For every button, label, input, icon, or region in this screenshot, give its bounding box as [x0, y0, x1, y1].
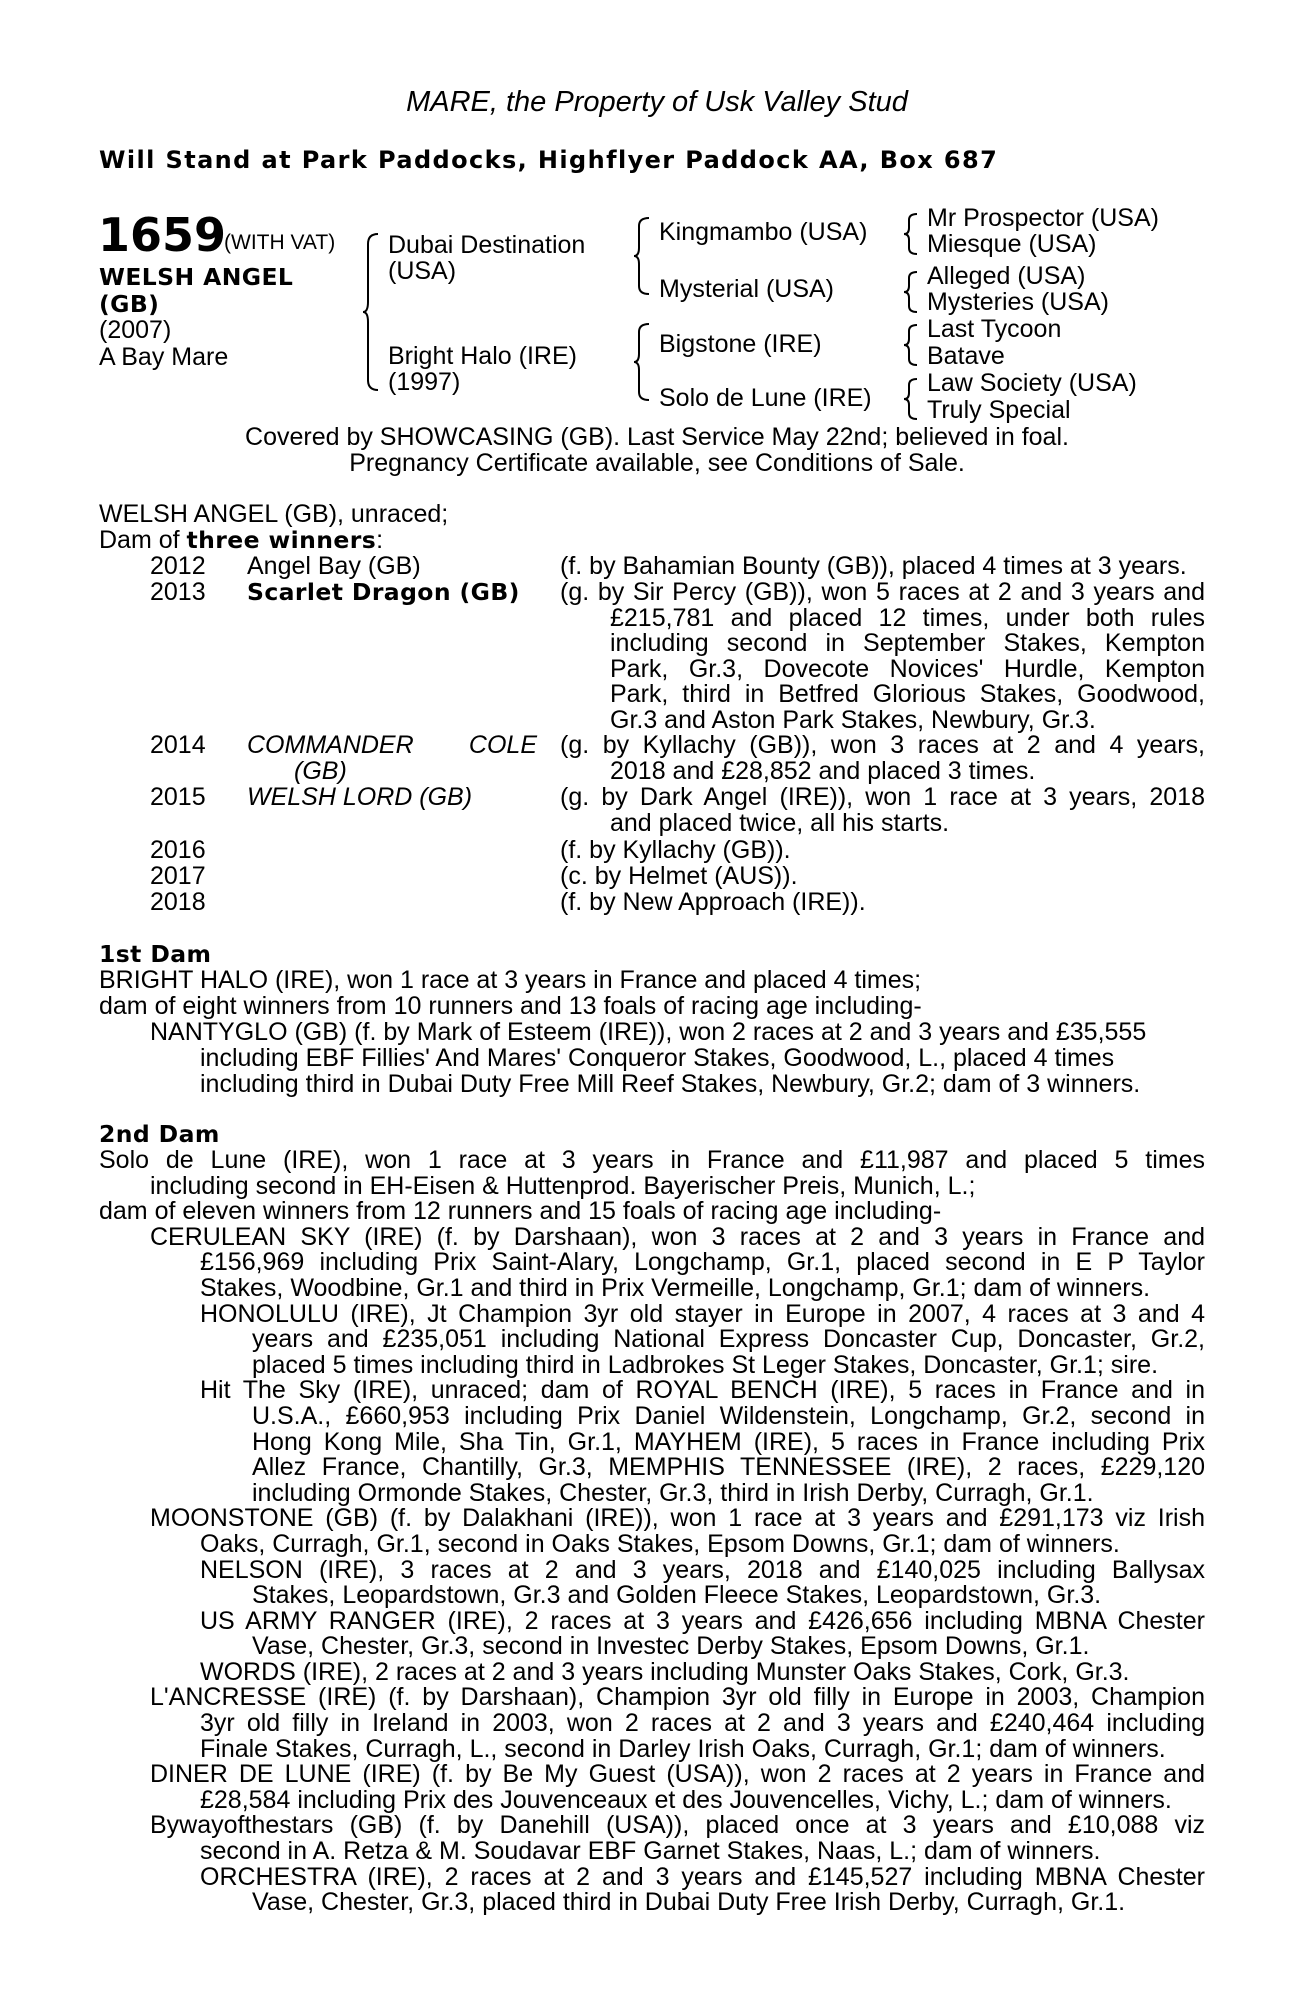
produce-name: Angel Bay (GB) — [247, 552, 421, 580]
second-dam-line: CERULEAN SKY (IRE) (f. by Darshaan), won 3 races at 2 and 3 years in France and — [150, 1222, 1205, 1251]
pedigree-dam-dam: Solo de Lune (IRE) — [659, 384, 872, 412]
stand-location: Will Stand at Park Paddocks, Highflyer Paddock AA, Box 687 — [99, 146, 999, 174]
dam-of-suffix: : — [376, 526, 384, 554]
produce-year: 2012 — [150, 552, 206, 580]
second-dam-line: Solo de Lune (IRE), won 1 race at 3 years in France and £11,987 and placed 5 times — [99, 1146, 1205, 1174]
produce-year: 2017 — [150, 862, 206, 890]
pregnancy-note: Pregnancy Certificate available, see Conditions of Sale. — [349, 449, 965, 477]
vat-note: (WITH VAT) — [224, 231, 336, 254]
produce-detail: (f. by Kyllachy (GB)). — [560, 836, 791, 864]
pedigree-g3-2: Miesque (USA) — [927, 230, 1097, 258]
second-dam-line: WORDS (IRE), 2 races at 2 and 3 years including Munster Oaks Stakes, Cork, Gr.3. — [200, 1657, 1130, 1686]
produce-year: 2015 — [150, 783, 206, 811]
pedigree-brace-3d — [903, 377, 921, 421]
horse-name-country: (GB) — [99, 290, 160, 318]
second-dam-line: Vase, Chester, Gr.3, second in Investec Derby Stakes, Epsom Downs, Gr.1. — [252, 1632, 1090, 1661]
second-dam-line: Vase, Chester, Gr.3, placed third in Dubai Duty Free Irish Derby, Curragh, Gr.1. — [252, 1888, 1126, 1917]
produce-year: 2016 — [150, 836, 206, 864]
second-dam-line: dam of eleven winners from 12 runners and 15 foals of racing age including- — [99, 1197, 942, 1226]
produce-detail: (f. by New Approach (IRE)). — [560, 888, 866, 916]
second-dam-line: Finale Stakes, Curragh, L., second in Darley Irish Oaks, Curragh, Gr.1; dam of winners. — [200, 1734, 1166, 1763]
second-dam-line: MOONSTONE (GB) (f. by Dalakhani (IRE)), won 1 race at 3 years and £291,173 viz Irish — [150, 1504, 1205, 1533]
second-dam-line: 3yr old filly in Ireland in 2003, won 2 races at 2 and 3 years and £240,464 including — [200, 1709, 1205, 1738]
second-dam-line: Hit The Sky (IRE), unraced; dam of ROYAL BENCH (IRE), 5 races in France and in — [200, 1376, 1205, 1405]
produce-detail: (c. by Helmet (AUS)). — [560, 862, 798, 890]
pedigree-sire-sire: Kingmambo (USA) — [659, 218, 868, 246]
pedigree-brace-1 — [362, 232, 382, 392]
produce-year: 2018 — [150, 888, 206, 916]
pedigree-brace-3c — [903, 323, 921, 367]
lot-number: 1659 — [98, 208, 227, 262]
second-dam-line: ORCHESTRA (IRE), 2 races at 2 and 3 years and £145,527 including MBNA Chester — [200, 1862, 1205, 1891]
dam-of-count: three winners — [186, 526, 377, 554]
second-dam-line: years and £235,051 including National Express Doncaster Cup, Doncaster, Gr.2, — [252, 1325, 1205, 1354]
foaling-year: (2007) — [99, 316, 172, 344]
pedigree-sire-country: (USA) — [388, 257, 457, 285]
pedigree-brace-2a — [633, 216, 653, 296]
pedigree-g3-6: Batave — [927, 342, 1005, 370]
second-dam-line: Hong Kong Mile, Sha Tin, Gr.1, MAYHEM (IRE), 5 races in France including Prix — [252, 1427, 1205, 1456]
pedigree-dam-sire: Bigstone (IRE) — [659, 330, 822, 358]
second-dam-line: Oaks, Curragh, Gr.1, second in Oaks Stakes, Epsom Downs, Gr.1; dam of winners. — [200, 1529, 1120, 1558]
second-dam-line: including second in EH-Eisen & Huttenprod. Bayerischer Preis, Munich, L.; — [150, 1171, 976, 1200]
mare-status: WELSH ANGEL (GB), unraced; — [99, 500, 449, 528]
second-dam-line: including Ormonde Stakes, Chester, Gr.3, third in Irish Derby, Curragh, Gr.1. — [252, 1478, 1094, 1507]
second-dam-line: second in A. Retza & M. Soudavar EBF Garnet Stakes, Naas, L.; dam of winners. — [200, 1837, 1101, 1866]
second-dam-line: Allez France, Chantilly, Gr.3, MEMPHIS TENNESSEE (IRE), 2 races, £229,120 — [252, 1453, 1205, 1482]
produce-year: 2014 — [150, 731, 206, 759]
second-dam-line: Stakes, Leopardstown, Gr.3 and Golden Fleece Stakes, Leopardstown, Gr.3. — [252, 1581, 1102, 1610]
covered-note: Covered by SHOWCASING (GB). Last Service May 22nd; believed in foal. — [245, 423, 1069, 451]
pedigree-sire: Dubai Destination — [388, 231, 586, 259]
pedigree-sire-dam: Mysterial (USA) — [659, 275, 835, 303]
pedigree-g3-4: Mysteries (USA) — [927, 288, 1109, 316]
first-dam-line: including third in Dubai Duty Free Mill Reef Stakes, Newbury, Gr.2; dam of 3 winners. — [200, 1070, 1141, 1098]
second-dam-line: Stakes, Woodbine, Gr.1 and third in Prix Vermeille, Longchamp, Gr.1; dam of winners. — [200, 1273, 1151, 1302]
pedigree-g3-1: Mr Prospector (USA) — [927, 204, 1159, 232]
second-dam-line: £28,584 including Prix des Jouvenceaux et des Jouvencelles, Vichy, L.; dam of winners. — [200, 1785, 1172, 1814]
pedigree-dam: Bright Halo (IRE) — [388, 342, 577, 370]
pedigree-g3-3: Alleged (USA) — [927, 262, 1086, 290]
pedigree-g3-7: Law Society (USA) — [927, 369, 1137, 397]
second-dam-heading: 2nd Dam — [99, 1120, 220, 1148]
second-dam-line: £156,969 including Prix Saint-Alary, Longchamp, Gr.1, placed second in E P Taylor — [200, 1248, 1205, 1277]
second-dam-line: L'ANCRESSE (IRE) (f. by Darshaan), Champion 3yr old filly in Europe in 2003, Champion — [150, 1683, 1205, 1712]
second-dam-line: US ARMY RANGER (IRE), 2 races at 3 years and £426,656 including MBNA Chester — [200, 1606, 1205, 1635]
first-dam-heading: 1st Dam — [99, 940, 212, 968]
second-dam-line: U.S.A., £660,953 including Prix Daniel Wildenstein, Longchamp, Gr.2, second in — [252, 1401, 1205, 1430]
first-dam-line: NANTYGLO (GB) (f. by Mark of Esteem (IRE)), won 2 races at 2 and 3 years and £35,555 — [150, 1018, 1147, 1046]
produce-detail: (g. by Kyllachy (GB)), won 3 races at 2 and 4 years, 2018 and £28,852 and placed 3 times. — [560, 731, 1205, 785]
produce-year: 2013 — [150, 578, 206, 606]
produce-name: WELSH LORD (GB) — [247, 783, 473, 811]
produce-name-country: (GB) — [294, 757, 347, 785]
pedigree-g3-5: Last Tycoon — [927, 315, 1062, 343]
produce-detail: (g. by Dark Angel (IRE)), won 1 race at 3 years, 2018 and placed twice, all his starts. — [560, 783, 1205, 837]
produce-detail: (g. by Sir Percy (GB)), won 5 races at 2 and 3 years and £215,781 and placed 12 times, under both rules including second in September Stakes, Kempton Park, Gr.3, Dovecote Novices' Hurdle, Kempton Park, third in Betfred Glorious Stakes, Goodwood, Gr.3 and Aston Park Stakes, Newbury, Gr.3. — [560, 578, 1205, 734]
second-dam-line: HONOLULU (IRE), Jt Champion 3yr old stayer in Europe in 2007, 4 races at 3 and 4 — [200, 1299, 1205, 1328]
second-dam-line: NELSON (IRE), 3 races at 2 and 3 years, 2018 and £140,025 including Ballysax — [200, 1555, 1205, 1584]
dam-of-prefix: Dam of — [99, 526, 187, 554]
horse-name: WELSH ANGEL — [99, 263, 294, 291]
dam-of-line — [99, 528, 383, 554]
second-dam-line: DINER DE LUNE (IRE) (f. by Be My Guest (USA)), won 2 races at 2 years in France and — [150, 1760, 1205, 1789]
horse-description: A Bay Mare — [99, 343, 229, 371]
produce-name: Scarlet Dragon (GB) — [247, 578, 520, 606]
produce-detail: (f. by Bahamian Bounty (GB)), placed 4 times at 3 years. — [560, 552, 1187, 580]
first-dam-line: dam of eight winners from 10 runners and 13 foals of racing age including- — [99, 992, 922, 1020]
pedigree-brace-3b — [903, 270, 921, 314]
second-dam-line: placed 5 times including third in Ladbrokes St Leger Stakes, Doncaster, Gr.1; sire. — [252, 1350, 1159, 1379]
pedigree-dam-year: (1997) — [388, 368, 461, 396]
pedigree-g3-8: Truly Special — [927, 396, 1071, 424]
page-subtitle: MARE, the Property of Usk Valley Stud — [406, 86, 908, 118]
produce-name: COMMANDER COLE — [247, 731, 537, 759]
second-dam-body — [99, 1148, 1205, 1916]
pedigree-brace-3a — [903, 212, 921, 256]
pedigree-brace-2b — [633, 322, 653, 402]
first-dam-line: including EBF Fillies' And Mares' Conqueror Stakes, Goodwood, L., placed 4 times — [200, 1044, 1115, 1072]
first-dam-line: BRIGHT HALO (IRE), won 1 race at 3 years in France and placed 4 times; — [99, 966, 922, 994]
second-dam-line: Bywayofthestars (GB) (f. by Danehill (USA)), placed once at 3 years and £10,088 viz — [150, 1811, 1205, 1840]
